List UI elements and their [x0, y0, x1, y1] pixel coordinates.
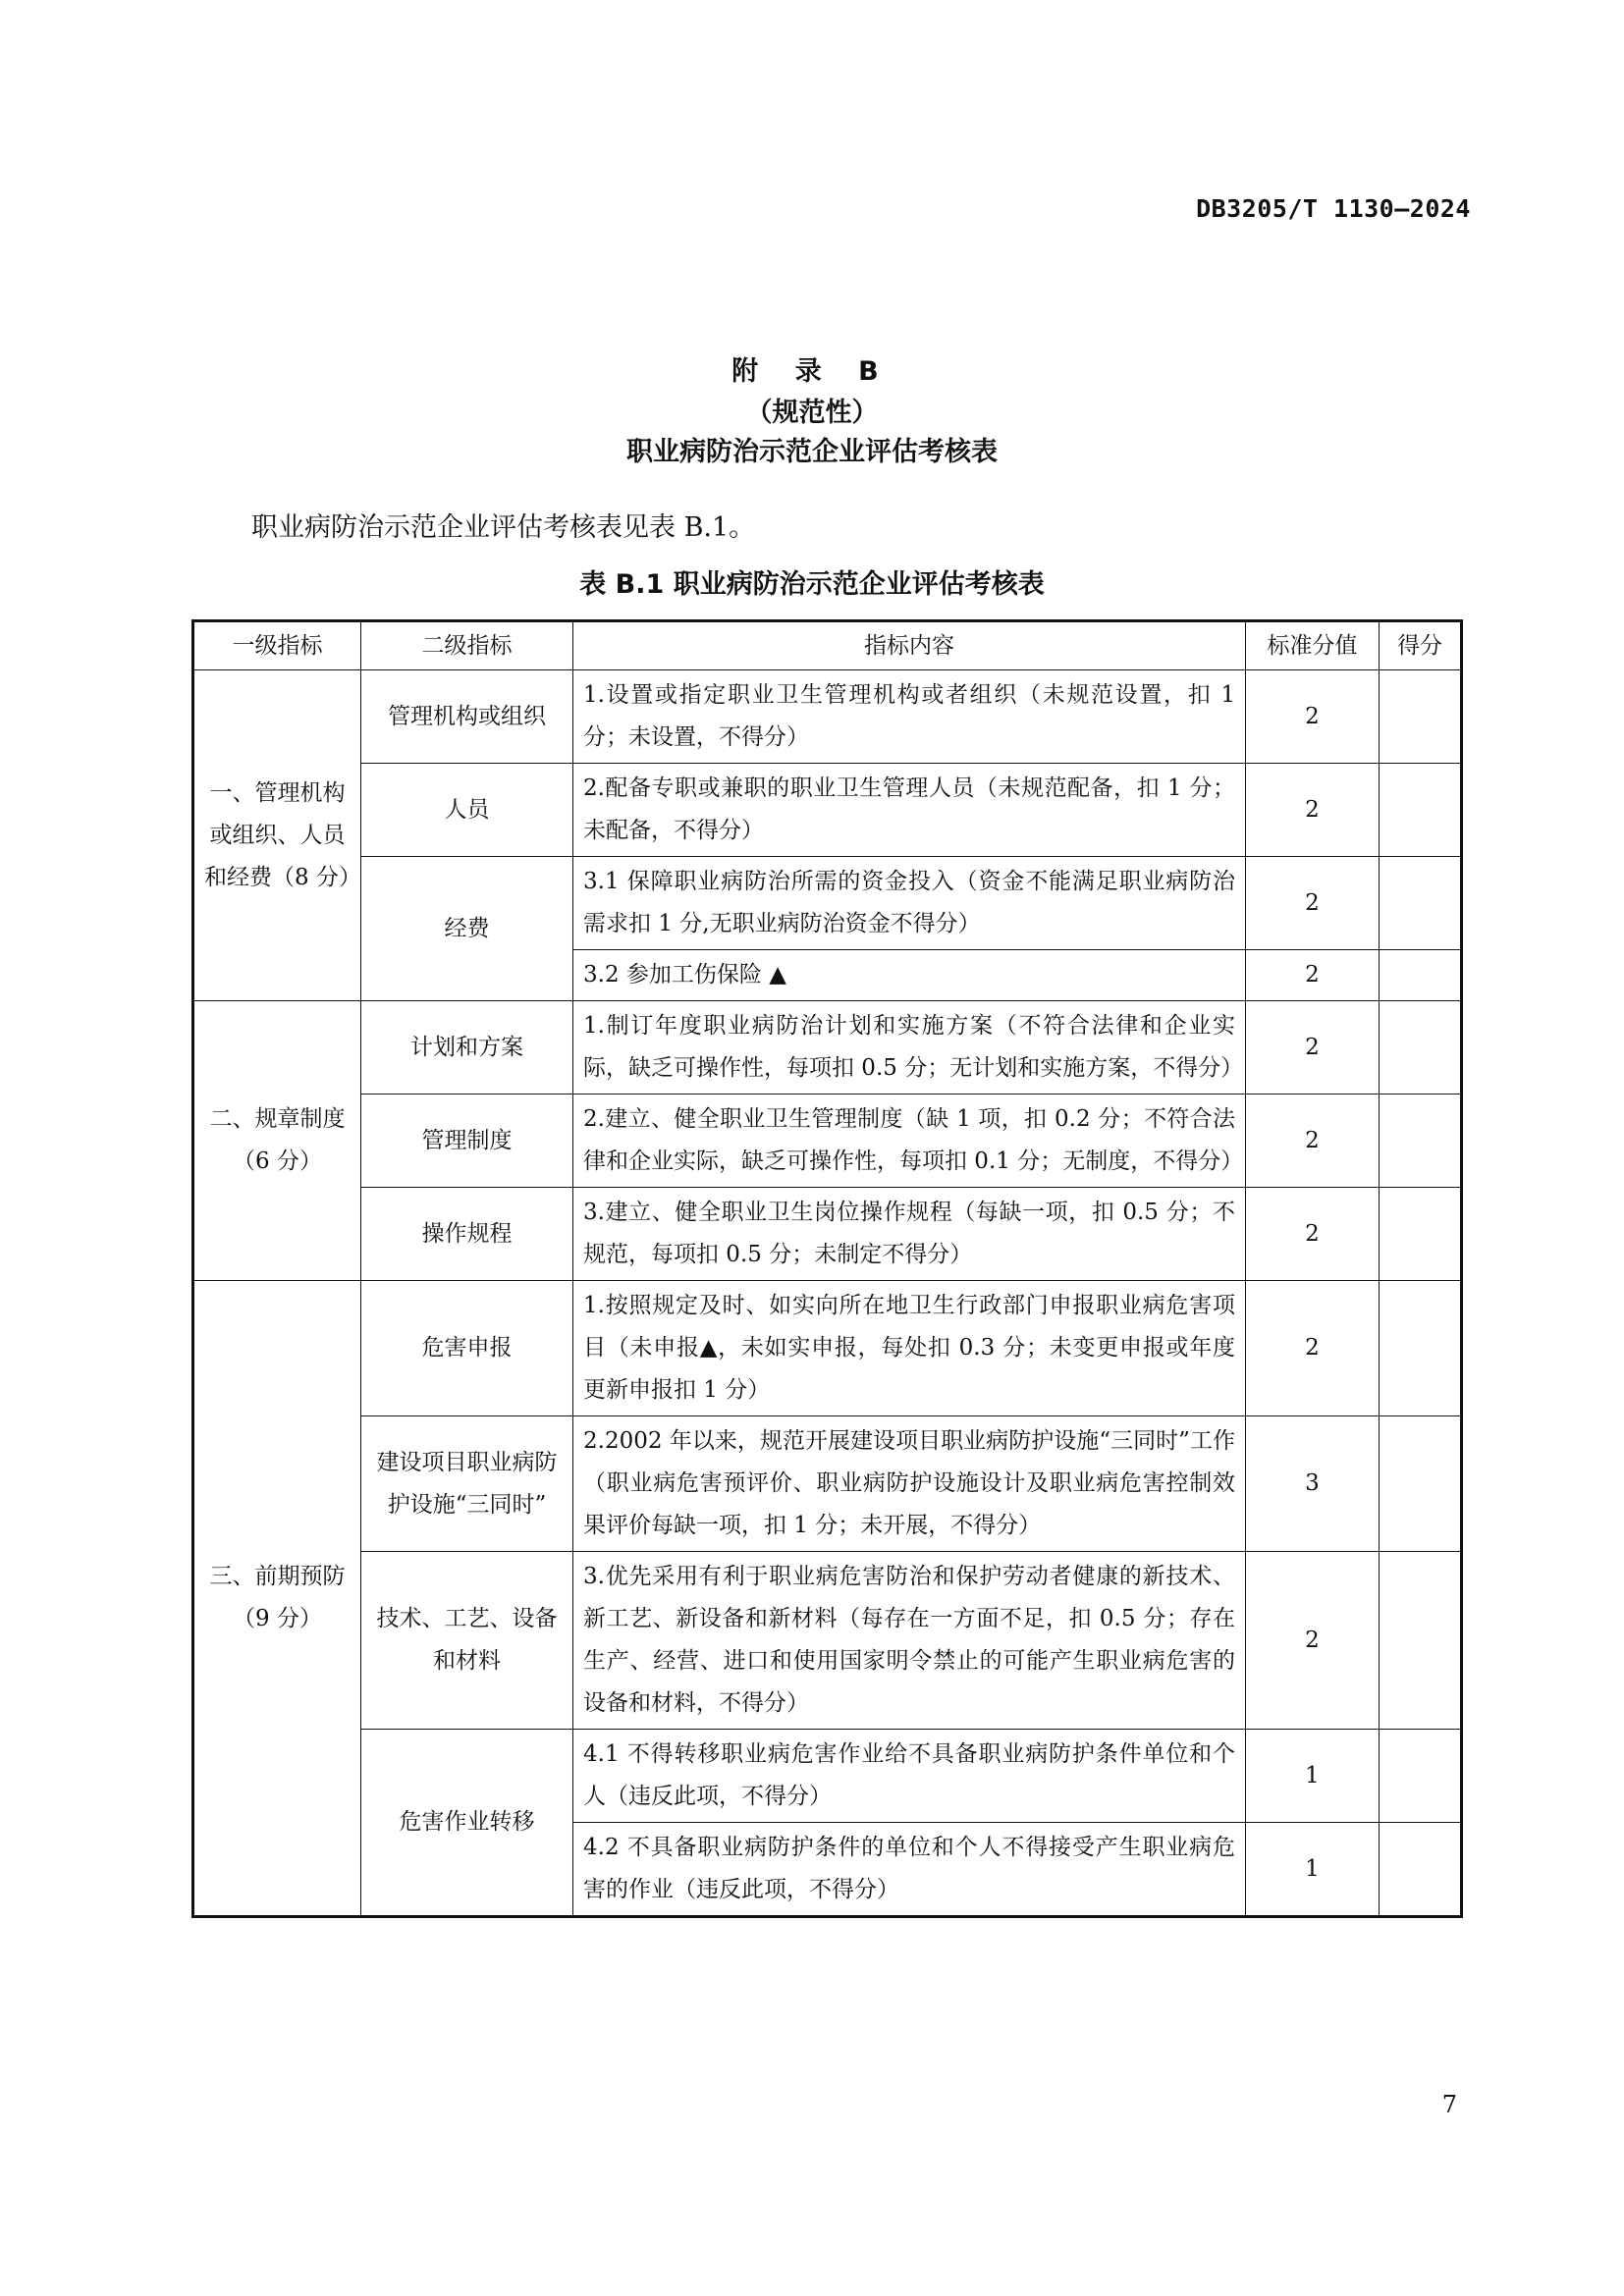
header-obtained-score: 得分 [1380, 621, 1462, 670]
indicator-content-cell: 2.2002 年以来，规范开展建设项目职业病防护设施“三同时”工作（职业病危害预评价、职业病防护设施设计及职业病危害控制效果评价每缺一项，扣 1 分；未开展，不得分） [573, 1416, 1246, 1552]
indicator-content-cell: 3.优先采用有利于职业病危害防治和保护劳动者健康的新技术、新工艺、新设备和新材料（每存在一方面不足，扣 0.5 分；存在生产、经营、进口和使用国家明令禁止的可能产生职业病危害的设备和材料，不得分） [573, 1552, 1246, 1730]
obtained-score-cell[interactable] [1380, 1552, 1462, 1730]
standard-score-cell: 1 [1246, 1730, 1380, 1823]
table-row [193, 1001, 1462, 1095]
secondary-indicator-cell: 危害申报 [361, 1281, 573, 1416]
table-header-row [193, 621, 1462, 670]
table-row [193, 1095, 1462, 1188]
standard-score-cell: 2 [1246, 950, 1380, 1001]
table-caption: 表 B.1 职业病防治示范企业评估考核表 [579, 569, 1045, 600]
appendix-label: 附 录 B [731, 356, 893, 387]
table-row [193, 1730, 1462, 1823]
header-indicator-content: 指标内容 [573, 621, 1246, 670]
page-number: 7 [1441, 2091, 1457, 2118]
standard-score-cell: 2 [1246, 1095, 1380, 1188]
indicator-content-cell: 2.配备专职或兼职的职业卫生管理人员（未规范配备，扣 1 分；未配备，不得分） [573, 764, 1246, 857]
appendix-title: 职业病防治示范企业评估考核表 [626, 437, 998, 467]
obtained-score-cell[interactable] [1380, 764, 1462, 857]
secondary-indicator-cell: 人员 [361, 764, 573, 857]
assessment-table [191, 619, 1463, 1918]
indicator-content-cell: 3.2 参加工伤保险 ▲ [573, 950, 1246, 1001]
obtained-score-cell[interactable] [1380, 950, 1462, 1001]
indicator-content-cell: 2.建立、健全职业卫生管理制度（缺 1 项，扣 0.2 分；不符合法律和企业实际，缺乏可操作性，每项扣 0.1 分；无制度，不得分） [573, 1095, 1246, 1188]
standard-score-cell: 1 [1246, 1823, 1380, 1917]
primary-indicator-cell: 一、管理机构或组织、人员和经费（8 分） [193, 670, 361, 1001]
standard-score-cell: 2 [1246, 1552, 1380, 1730]
table-row [193, 1281, 1462, 1416]
indicator-content-cell: 3.建立、健全职业卫生岗位操作规程（每缺一项，扣 0.5 分；不规范，每项扣 0.5 分；未制定不得分） [573, 1188, 1246, 1281]
indicator-content-cell: 1.制订年度职业病防治计划和实施方案（不符合法律和企业实际，缺乏可操作性，每项扣 0.5 分；无计划和实施方案，不得分） [573, 1001, 1246, 1095]
primary-indicator-cell: 三、前期预防（9 分） [193, 1281, 361, 1917]
standard-score-cell: 2 [1246, 764, 1380, 857]
table-row [193, 670, 1462, 764]
obtained-score-cell[interactable] [1380, 1281, 1462, 1416]
obtained-score-cell[interactable] [1380, 857, 1462, 950]
obtained-score-cell[interactable] [1380, 1001, 1462, 1095]
standard-score-cell: 2 [1246, 1281, 1380, 1416]
obtained-score-cell[interactable] [1380, 1823, 1462, 1917]
secondary-indicator-cell: 计划和方案 [361, 1001, 573, 1095]
standard-score-cell: 2 [1246, 1188, 1380, 1281]
table-row [193, 1188, 1462, 1281]
secondary-indicator-cell: 管理制度 [361, 1095, 573, 1188]
standard-score-cell: 2 [1246, 670, 1380, 764]
table-row [193, 857, 1462, 950]
standard-score-cell: 2 [1246, 857, 1380, 950]
document-code: DB3205/T 1130—2024 [1196, 194, 1471, 223]
secondary-indicator-cell: 管理机构或组织 [361, 670, 573, 764]
indicator-content-cell: 1.设置或指定职业卫生管理机构或者组织（未规范设置，扣 1 分；未设置，不得分） [573, 670, 1246, 764]
obtained-score-cell[interactable] [1380, 1416, 1462, 1552]
secondary-indicator-cell: 操作规程 [361, 1188, 573, 1281]
secondary-indicator-cell: 技术、工艺、设备和材料 [361, 1552, 573, 1730]
obtained-score-cell[interactable] [1380, 1188, 1462, 1281]
indicator-content-cell: 1.按照规定及时、如实向所在地卫生行政部门申报职业病危害项目（未申报▲，未如实申报，每处扣 0.3 分；未变更申报或年度更新申报扣 1 分） [573, 1281, 1246, 1416]
header-secondary-indicator: 二级指标 [361, 621, 573, 670]
table-row [193, 1552, 1462, 1730]
header-primary-indicator: 一级指标 [193, 621, 361, 670]
standard-score-cell: 2 [1246, 1001, 1380, 1095]
secondary-indicator-cell: 经费 [361, 857, 573, 1001]
indicator-content-cell: 3.1 保障职业病防治所需的资金投入（资金不能满足职业病防治需求扣 1 分,无职业病防治资金不得分） [573, 857, 1246, 950]
primary-indicator-cell: 二、规章制度（6 分） [193, 1001, 361, 1281]
indicator-content-cell: 4.1 不得转移职业病危害作业给不具备职业病防护条件单位和个人（违反此项，不得分） [573, 1730, 1246, 1823]
secondary-indicator-cell: 建设项目职业病防护设施“三同时” [361, 1416, 573, 1552]
standard-score-cell: 3 [1246, 1416, 1380, 1552]
secondary-indicator-cell: 危害作业转移 [361, 1730, 573, 1917]
table-row [193, 1416, 1462, 1552]
appendix-nature: （规范性） [745, 398, 879, 428]
obtained-score-cell[interactable] [1380, 1095, 1462, 1188]
intro-paragraph: 职业病防治示范企业评估考核表见表 B.1。 [251, 512, 756, 543]
table-row [193, 764, 1462, 857]
header-standard-score: 标准分值 [1246, 621, 1380, 670]
obtained-score-cell[interactable] [1380, 1730, 1462, 1823]
obtained-score-cell[interactable] [1380, 670, 1462, 764]
indicator-content-cell: 4.2 不具备职业病防护条件的单位和个人不得接受产生职业病危害的作业（违反此项，不得分） [573, 1823, 1246, 1917]
